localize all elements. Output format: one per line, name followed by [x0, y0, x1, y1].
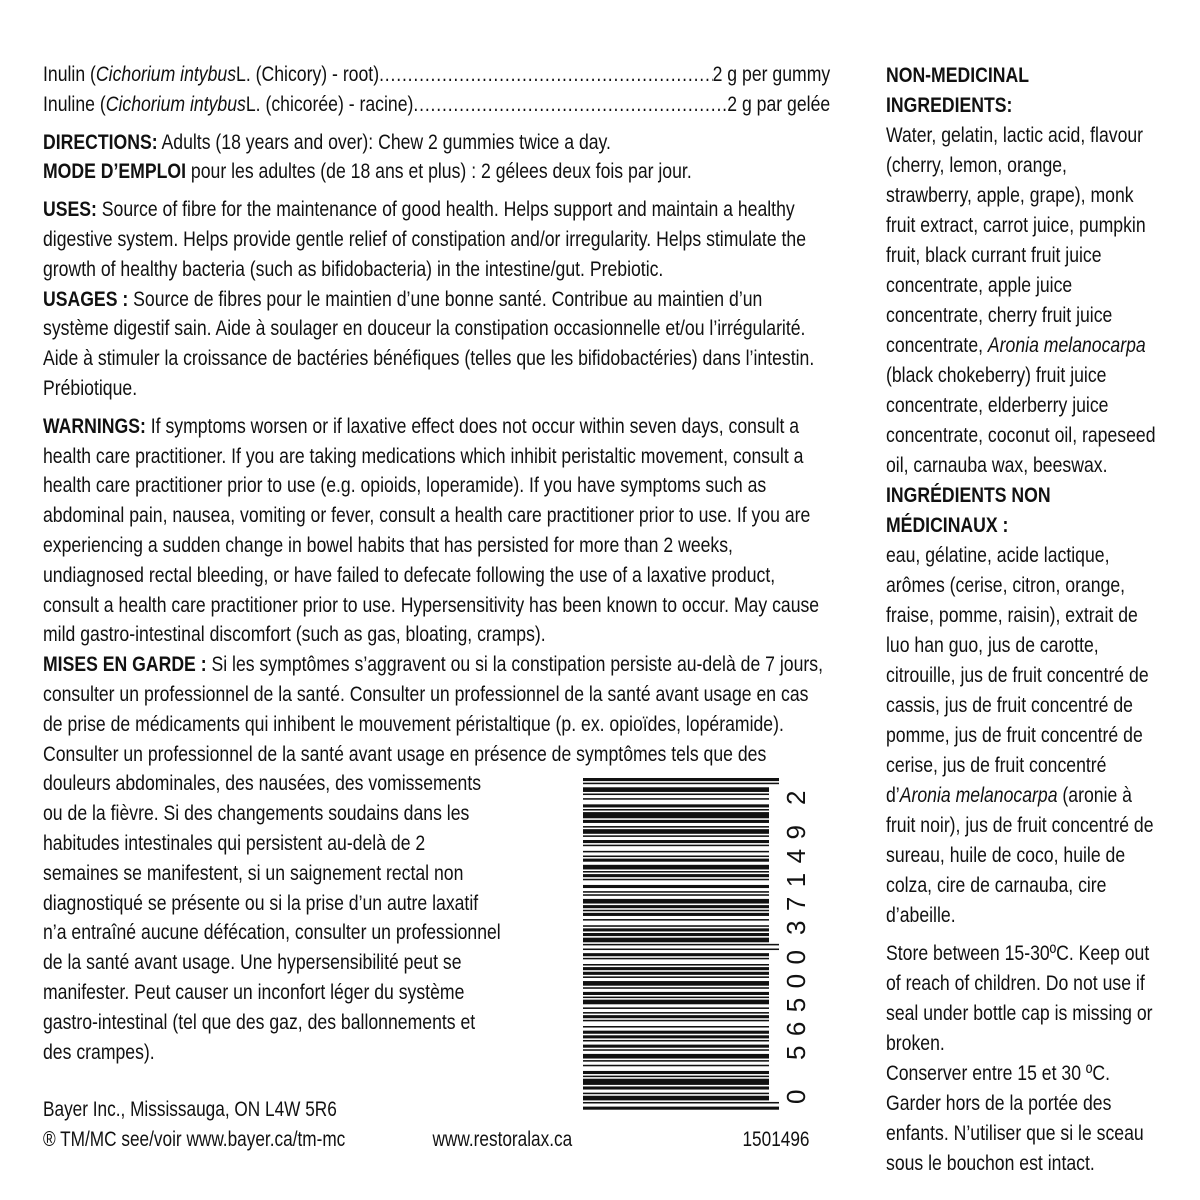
barcode-left-group: 56500	[781, 950, 811, 1060]
barcode-bar	[583, 905, 769, 908]
warnings-fr-continued: douleurs abdominales, des nausées, des vomissements ou de la fièvre. Si des changements soudains dans les habitudes intestinales qui persistent au-delà de 2 semaines se manifestent, si un saignement rectal non diagnostiqué se présente ou si la prise d’un autre laxatif n’a entraîné aucune défécation, consulter un professionnel de la santé avant usage. Une hypersensibilité peut se manifester. Peut causer un inconfort léger du système gastro-intestinal (tel que des gaz, des ballonnements et des crampes).	[43, 771, 501, 1064]
barcode-bar	[583, 1040, 769, 1042]
ingredient-name-prefix: Inulin (	[43, 62, 96, 86]
ingredient-latin-name: Cichorium intybus	[95, 62, 237, 86]
barcode-bar	[583, 829, 769, 834]
barcode-bar	[583, 778, 779, 781]
barcode-bar	[583, 1000, 769, 1005]
warnings-text: Si les symptômes s’aggravent ou si la constipation persiste au-delà de 7 jours, consulter un professionnel de la santé. Consulter un professionnel de la santé avant usage en cas de prise de médicaments qui inhibent le mouvement péristaltique (p. ex. opioïdes, lopéramide). Consulter un professionnel de la santé avant usage en présence de symptômes tels que des	[43, 652, 823, 766]
barcode-bar	[583, 913, 769, 916]
barcode-bar	[583, 804, 769, 807]
barcode-bar	[583, 1086, 769, 1089]
ingredient-name-suffix: L. (chicorée) - racine)	[245, 91, 414, 116]
barcode-bar	[583, 1035, 769, 1038]
company-address: Bayer Inc., Mississauga, ON L4W 5R6	[43, 1098, 337, 1121]
barcode-lead-digit: 0	[781, 1089, 811, 1104]
barcode-bar	[583, 809, 769, 811]
barcode	[583, 778, 815, 1110]
barcode-bar	[583, 997, 769, 999]
barcode-bar	[583, 953, 769, 956]
barcode-bar	[583, 826, 769, 828]
warnings-en	[43, 412, 830, 650]
medicinal-ingredient-fr	[43, 90, 830, 120]
storage-en: Store between 15-30ºC. Keep out of reach of children. Do not use if seal under bottle cap is missing or broken.	[886, 941, 1153, 1055]
ingredient-amount: 2 g par gelée	[727, 91, 831, 116]
barcode-bar	[583, 856, 769, 858]
directions-label: MODE D’EMPLOI	[43, 159, 187, 184]
product-code: 1501496	[742, 1128, 810, 1151]
non-medicinal-text: Water, gelatin, lactic acid, flavour (cherry, lemon, orange, strawberry, apple, grape), monk fruit extract, carrot juice, pumpkin fruit, black currant fruit juice concentrate, apple juice concentrate, cherry fruit juice concentrate,	[886, 123, 1146, 357]
barcode-bar	[583, 987, 769, 989]
barcode-check-digit: 2	[781, 790, 811, 805]
barcode-bar	[583, 967, 769, 970]
barcode-bar	[583, 879, 769, 881]
barcode-bar	[583, 1065, 769, 1067]
non-medicinal-en	[886, 60, 1157, 480]
barcode-bar	[583, 981, 769, 986]
barcode-bar	[583, 1015, 769, 1018]
non-medicinal-latin: Aronia melanocarpa	[987, 333, 1146, 357]
non-medicinal-text: (aronie à fruit noir), jus de fruit concentré de sureau, huile de coco, huile de colza, cire de carnauba, cire d’abeille.	[886, 783, 1154, 927]
barcode-bar	[583, 1071, 769, 1074]
barcode-bar	[583, 1007, 769, 1009]
non-medicinal-text: eau, gélatine, acide lactique, arômes (cerise, citron, orange, fraise, pomme, raisin), extrait de luo han guo, jus de carotte, citrouille, jus de fruit concentré de cassis, jus de fruit concentré de pomme, jus de fruit concentré de cerise, jus de fruit concentré d’	[886, 543, 1149, 807]
barcode-right-group: 37149	[781, 825, 811, 935]
non-medicinal-latin: Aronia melanocarpa	[899, 783, 1058, 807]
website-link[interactable]: www.restoralax.ca	[432, 1128, 573, 1151]
barcode-bar	[583, 1045, 769, 1048]
uses-text: Source of fibre for the maintenance of good health. Helps support and maintain a healthy digestive system. Helps provide gentle relief of constipation and/or irregularity. Helps stimulate the growth of healthy bacteria (such as bifidobacteria) in the intestine/gut. Prebiotic.	[43, 197, 807, 281]
ingredient-name-prefix: Inuline (	[43, 91, 106, 116]
uses-fr	[43, 285, 830, 404]
barcode-bar	[583, 958, 769, 960]
barcode-bar	[583, 972, 769, 975]
directions-fr	[43, 157, 830, 187]
barcode-bar	[583, 910, 769, 912]
barcode-bar	[583, 992, 769, 995]
non-medicinal-label: INGRÉDIENTS NON MÉDICINAUX :	[886, 483, 1051, 537]
barcode-bar	[583, 787, 769, 792]
non-medicinal-text: (black chokeberry) fruit juice concentrate, elderberry juice concentrate, coconut oil, rapeseed oil, carnauba wax, beeswax.	[886, 363, 1156, 477]
barcode-bar	[583, 894, 769, 896]
barcode-bar	[583, 865, 769, 870]
barcode-bar	[583, 1079, 769, 1085]
barcode-bar	[583, 871, 769, 873]
barcode-bar	[583, 964, 769, 966]
warnings-label: WARNINGS:	[43, 413, 146, 438]
barcode-bar	[583, 944, 779, 946]
barcode-bar	[583, 976, 769, 978]
barcode-bar	[583, 1026, 769, 1028]
warnings-fr	[43, 650, 830, 769]
footer	[43, 1095, 810, 1155]
barcode-bar	[583, 933, 769, 936]
trademark-notice: ® TM/MC see/voir www.bayer.ca/tm-mc	[43, 1128, 346, 1151]
non-medicinal-label: NON-MEDICINAL INGREDIENTS:	[886, 63, 1029, 117]
barcode-bar	[583, 928, 769, 931]
barcode-bar	[583, 783, 779, 785]
barcode-bar	[583, 1093, 769, 1095]
barcode-bar	[583, 874, 769, 877]
barcode-bar	[583, 899, 769, 904]
warnings-text: If symptoms worsen or if laxative effect does not occur within seven days, consult a health care practitioner. If you are taking medications which inhibit peristaltic movement, consult a health care practitioner prior to use (e.g. opioids, loperamide). If you have symptoms such as abdominal pain, nausea, vomiting or fever, consult a health care practitioner prior to use. If you are experiencing a sudden change in bowel habits that has persisted for more than 2 weeks, undiagnosed rectal bleeding, or have failed to defecate following the use of a laxative product, consult a health care practitioner prior to use. Hypersensitivity has been known to occur. May cause mild gastro-intestinal discomfort (such as gas, bloating, cramps).	[43, 413, 820, 647]
barcode-bar	[583, 1054, 769, 1059]
directions-text: pour les adultes (de 18 ans et plus) : 2 gélees deux fois par jour.	[186, 159, 692, 184]
uses-label: USAGES :	[43, 286, 129, 311]
non-medicinal-fr	[886, 480, 1157, 930]
barcode-bar	[583, 1076, 769, 1078]
uses-label: USES:	[43, 197, 97, 222]
barcode-bar	[583, 885, 769, 888]
uses-en	[43, 195, 830, 284]
barcode-digits	[781, 791, 811, 1104]
barcode-bar	[583, 798, 769, 800]
storage-fr: Conserver entre 15 et 30 ºC. Garder hors de la portée des enfants. N’utiliser que si le sceau sous le bouchon est intact.	[886, 1061, 1144, 1175]
barcode-bar	[583, 1012, 769, 1014]
barcode-bar	[583, 1031, 769, 1034]
warnings-label: MISES EN GARDE :	[43, 652, 207, 677]
barcode-bar	[583, 820, 769, 823]
barcode-bar	[583, 919, 769, 921]
barcode-bar	[583, 840, 769, 843]
barcode-bar	[583, 845, 769, 847]
barcode-bar	[583, 1020, 769, 1022]
barcode-bar	[583, 938, 769, 943]
directions-text: Adults (18 years and over): Chew 2 gummies twice a day.	[157, 129, 611, 154]
barcode-bar	[583, 891, 769, 893]
barcode-bar	[583, 949, 779, 951]
right-column	[886, 60, 1157, 1178]
barcode-bar	[583, 925, 769, 927]
barcode-bar	[583, 1060, 769, 1062]
barcode-bar	[583, 812, 769, 818]
barcode-bars	[583, 778, 779, 1110]
barcode-bar	[583, 794, 769, 796]
barcode-bar	[583, 851, 769, 853]
directions-label: DIRECTIONS:	[43, 129, 158, 154]
ingredient-amount: 2 g per gummy	[712, 62, 831, 86]
directions-en	[43, 128, 830, 158]
barcode-bar	[583, 835, 769, 837]
barcode-bar	[583, 1049, 769, 1051]
ingredient-name-suffix: L. (Chicory) - root)	[236, 62, 380, 86]
ingredient-latin-name: Cichorium intybus	[105, 91, 246, 116]
medicinal-ingredient-en	[43, 60, 830, 90]
uses-text: Source de fibres pour le maintien d’une bonne santé. Contribue au maintien d’un système digestif sain. Aide à soulager en douceur la constipation occasionnelle et/ou l’irrégularité. Aide à stimuler la croissance de bactéries bénéfiques (telles que les bifidobactéries) dans l’intestin. Prébiotique.	[43, 286, 815, 400]
barcode-bar	[583, 859, 769, 862]
